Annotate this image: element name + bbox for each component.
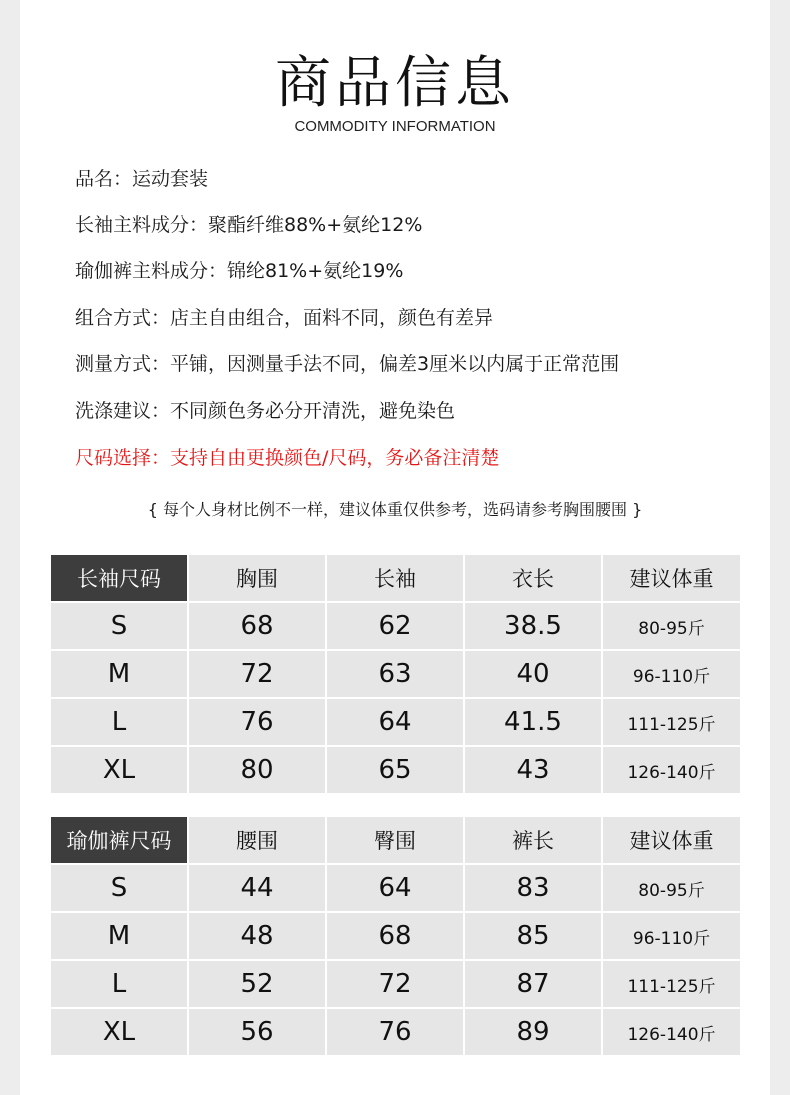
header-cell: 衣长 <box>465 555 601 601</box>
value-cell: 68 <box>189 603 325 649</box>
info-measurement: 测量方式：平铺，因测量手法不同，偏差3厘米以内属于正常范围 <box>75 353 620 375</box>
table-row <box>51 913 740 959</box>
pants-size-table <box>49 815 742 1057</box>
header-cell: 建议体重 <box>603 817 740 863</box>
value-cell: 72 <box>327 961 463 1007</box>
info-combination: 组合方式：店主自由组合，面料不同，颜色有差异 <box>75 307 494 329</box>
value-cell: 52 <box>189 961 325 1007</box>
value-cell: 44 <box>189 865 325 911</box>
top-size-table <box>49 553 742 795</box>
info-pants-material: 瑜伽裤主料成分：锦纶81%+氨纶19% <box>75 260 404 282</box>
weight-cell: 126-140斤 <box>603 747 740 793</box>
size-cell: S <box>51 865 187 911</box>
value-cell: 68 <box>327 913 463 959</box>
table-row <box>51 1009 740 1055</box>
info-size-selection: 尺码选择：支持自由更换颜色/尺码，务必备注清楚 <box>75 447 500 469</box>
value-cell: 48 <box>189 913 325 959</box>
size-cell: L <box>51 961 187 1007</box>
header-cell: 裤长 <box>465 817 601 863</box>
weight-cell: 96-110斤 <box>603 651 740 697</box>
page-subtitle: COMMODITY INFORMATION <box>294 118 496 135</box>
weight-cell: 80-95斤 <box>603 603 740 649</box>
size-cell: XL <box>51 747 187 793</box>
value-cell: 64 <box>327 699 463 745</box>
table-row <box>51 747 740 793</box>
value-cell: 43 <box>465 747 601 793</box>
table-row <box>51 651 740 697</box>
info-product-name: 品名：运动套装 <box>75 168 209 190</box>
table-row <box>51 961 740 1007</box>
size-cell: M <box>51 913 187 959</box>
weight-cell: 111-125斤 <box>603 961 740 1007</box>
size-cell: L <box>51 699 187 745</box>
header-cell: 臀围 <box>327 817 463 863</box>
header-cell: 长袖 <box>327 555 463 601</box>
size-cell: S <box>51 603 187 649</box>
info-top-material: 长袖主料成分：聚酯纤维88%+氨纶12% <box>75 214 423 236</box>
weight-cell: 126-140斤 <box>603 1009 740 1055</box>
header-cell: 胸围 <box>189 555 325 601</box>
info-washing: 洗涤建议：不同颜色务必分开清洗，避免染色 <box>75 400 456 422</box>
value-cell: 40 <box>465 651 601 697</box>
table-header-row <box>51 555 740 601</box>
weight-cell: 111-125斤 <box>603 699 740 745</box>
size-cell: XL <box>51 1009 187 1055</box>
value-cell: 64 <box>327 865 463 911</box>
header-cell: 腰围 <box>189 817 325 863</box>
page-title: 商品信息 <box>275 51 515 116</box>
value-cell: 65 <box>327 747 463 793</box>
size-note: { 每个人身材比例不一样，建议体重仅供参考，选码请参考胸围腰围 } <box>147 500 643 519</box>
value-cell: 62 <box>327 603 463 649</box>
value-cell: 87 <box>465 961 601 1007</box>
value-cell: 89 <box>465 1009 601 1055</box>
value-cell: 80 <box>189 747 325 793</box>
table-header-row <box>51 817 740 863</box>
header-cell: 瑜伽裤尺码 <box>51 817 187 863</box>
value-cell: 85 <box>465 913 601 959</box>
value-cell: 76 <box>189 699 325 745</box>
weight-cell: 80-95斤 <box>603 865 740 911</box>
table-row <box>51 603 740 649</box>
value-cell: 72 <box>189 651 325 697</box>
value-cell: 63 <box>327 651 463 697</box>
table-row <box>51 699 740 745</box>
value-cell: 56 <box>189 1009 325 1055</box>
value-cell: 83 <box>465 865 601 911</box>
value-cell: 38.5 <box>465 603 601 649</box>
size-cell: M <box>51 651 187 697</box>
value-cell: 76 <box>327 1009 463 1055</box>
table-row <box>51 865 740 911</box>
value-cell: 41.5 <box>465 699 601 745</box>
header-cell: 长袖尺码 <box>51 555 187 601</box>
header-cell: 建议体重 <box>603 555 740 601</box>
weight-cell: 96-110斤 <box>603 913 740 959</box>
